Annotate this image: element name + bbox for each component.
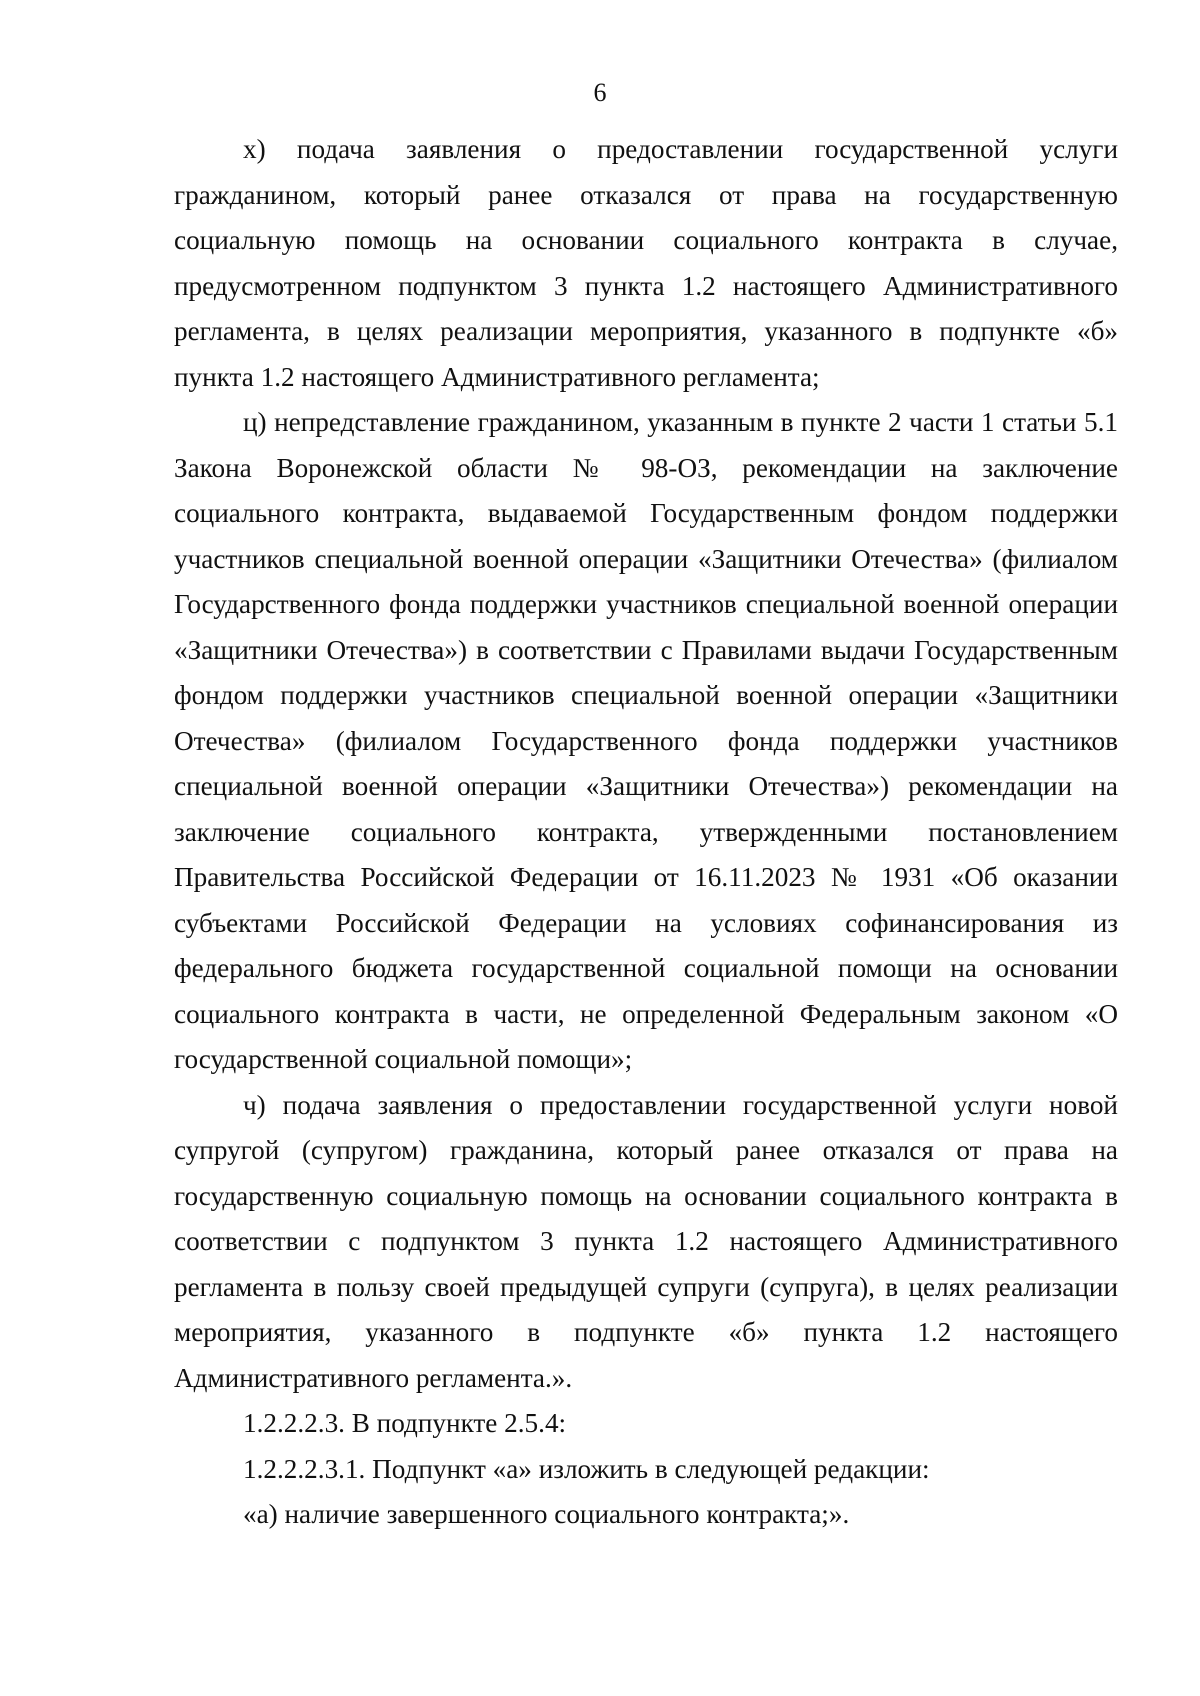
paragraph-item-3: «а) наличие завершенного социального контракта;». — [243, 1499, 850, 1529]
paragraph-kh: х) подача заявления о предоставлении государственной услуги гражданином, который ранее отказался от права на государственную социальную помощь на основании социального контракта в случае, предусмотренном подпунктом 3 пункта 1.2 настоящего Административного регламента, в целях реализации мероприятия, указанного в подпункте «б» пункта 1.2 настоящего Административного регламента; — [174, 134, 1118, 392]
paragraph-ch: ч) подача заявления о предоставлении государственной услуги новой супругой (супругом) гражданина, который ранее отказался от права на государственную социальную помощь на основании социального контракта в соответствии с подпунктом 3 пункта 1.2 настоящего Административного регламента в пользу своей предыдущей супруги (супруга), в целях реализации мероприятия, указанного в подпункте «б» пункта 1.2 настоящего Административного регламента.». — [174, 1089, 1118, 1393]
paragraph-item-2: 1.2.2.2.3.1. Подпункт «а» изложить в следующей редакции: — [243, 1453, 930, 1484]
page-number: 6 — [593, 78, 607, 107]
paragraph-item-1: 1.2.2.2.3. В подпункте 2.5.4: — [243, 1408, 567, 1438]
document-body — [174, 127, 1118, 1538]
paragraph-ts: ц) непредставление гражданином, указанным в пункте 2 части 1 статьи 5.1 Закона Воронежской области № 98-ОЗ, рекомендации на заключение социального контракта, выдаваемой Государственным фондом поддержки участников специальной военной операции «Защитники Отечества» (филиалом Государственного фонда поддержки участников специальной военной операции «Защитники Отечества») в соответствии с Правилами выдачи Государственным фондом поддержки участников специальной военной операции «Защитники Отечества» (филиалом Государственного фонда поддержки участников специальной военной операции «Защитники Отечества») рекомендации на заключение социального контракта, утвержденными постановлением Правительства Российской Федерации от 16.11.2023 № 1931 «Об оказании субъектами Российской Федерации на условиях софинансирования из федерального бюджета государственной социальной помощи на основании социального контракта в части, не определенной Федеральным законом «О государственной социальной помощи»; — [174, 407, 1118, 1074]
